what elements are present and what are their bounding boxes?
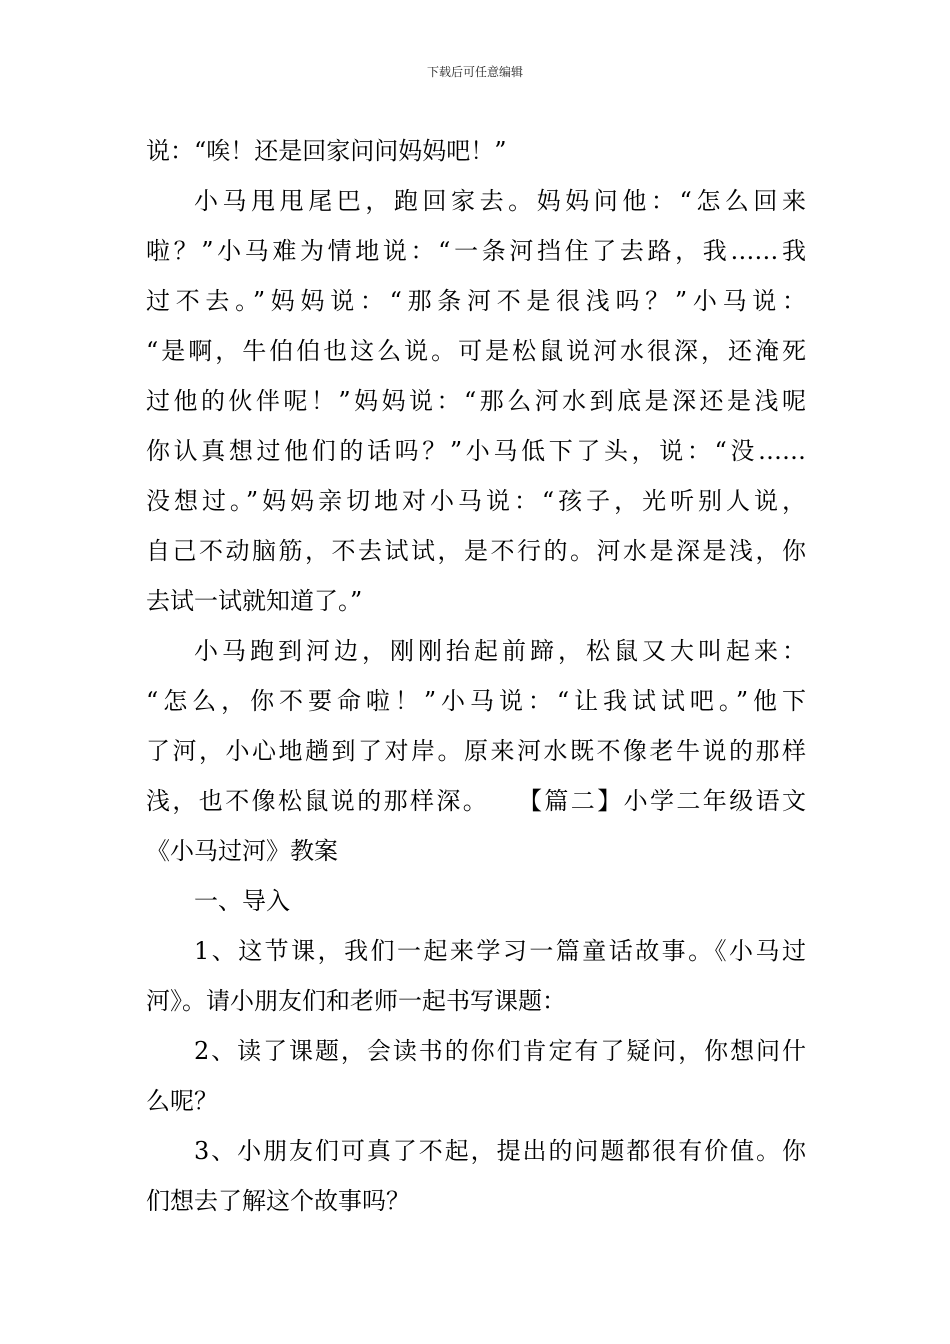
text-line: 自己不动脑筋，不去试试，是不行的。河水是深是浅，你 [146,537,806,565]
text-line: 《小马过河》教案 [146,837,338,865]
text-line: 过不去。”妈妈说：“那条河不是很浅吗？”小马说： [146,287,806,315]
text-line: 浅，也不像松鼠说的那样深。 【篇二】小学二年级语文 [146,787,806,815]
text-line: 一、导入 [194,887,290,915]
text-line: 没想过。”妈妈亲切地对小马说：“孩子，光听别人说， [146,487,806,515]
page-header: 下载后可任意编辑 [426,65,523,79]
text-line: 1、这节课，我们一起来学习一篇童话故事。《小马过 [194,937,806,965]
text-line: 小马甩甩尾巴，跑回家去。妈妈问他：“怎么回来 [194,187,806,215]
text-line: 2、读了课题，会读书的你们肯定有了疑问，你想问什 [194,1037,806,1065]
text-line: “是啊，牛伯伯也这么说。可是松鼠说河水很深，还淹死 [146,337,806,365]
text-line: 说：“唉！还是回家问问妈妈吧！” [146,137,507,165]
text-line: 河》。请小朋友们和老师一起书写课题： [146,987,566,1015]
text-line: 去试一试就知道了。” [146,587,363,615]
text-line: 过他的伙伴呢！”妈妈说：“那么河水到底是深还是浅呢 [146,387,806,415]
document-body [146,126,806,1226]
text-line: 们想去了解这个故事吗？ [146,1187,410,1215]
text-line: 小马跑到河边，刚刚抬起前蹄，松鼠又大叫起来： [194,637,806,665]
text-line: 3、小朋友们可真了不起，提出的问题都很有价值。你 [194,1137,806,1165]
text-line: 啦？”小马难为情地说：“一条河挡住了去路，我……我 [146,237,806,265]
text-line: 了河，小心地趟到了对岸。原来河水既不像老牛说的那样 [146,737,806,765]
text-line: 么呢？ [146,1087,218,1115]
text-line: 你认真想过他们的话吗？”小马低下了头，说：“没…… [146,437,806,465]
text-line: “怎么，你不要命啦！”小马说：“让我试试吧。”他下 [146,687,806,715]
